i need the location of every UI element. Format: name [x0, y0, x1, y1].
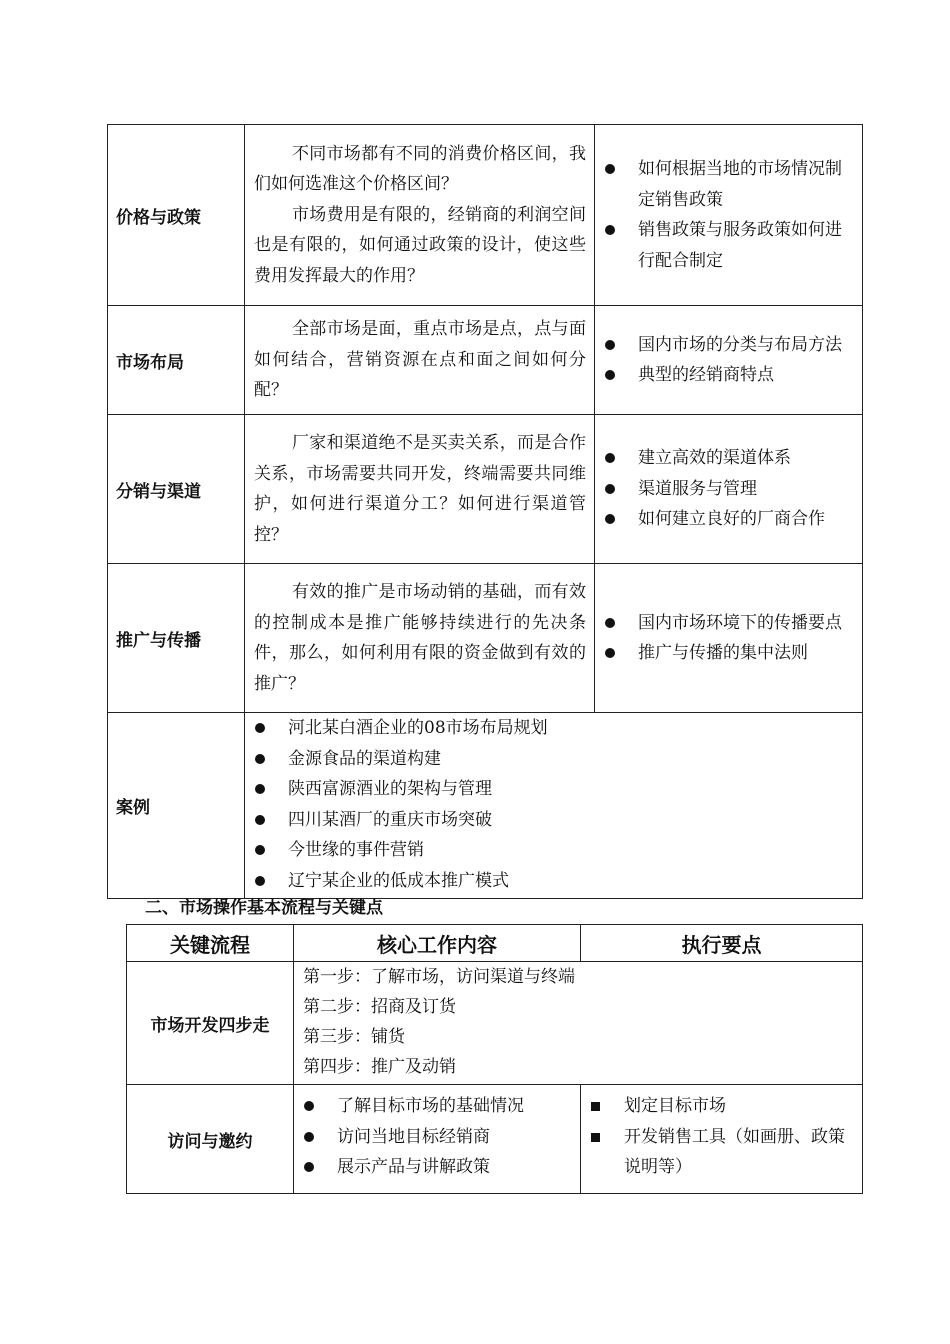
step-item: 第三步：铺货	[303, 1027, 405, 1047]
bullet-icon	[255, 845, 265, 855]
row-label: 分销与渠道	[108, 415, 245, 564]
row-label: 案例	[108, 713, 245, 899]
paragraph: 有效的推广是市场动销的基础，而有效的控制成本是推广能够持续进行的先决条件，那么，如何利用有限的资金做到有效的推广？	[254, 582, 586, 694]
list-item: 渠道服务与管理	[605, 474, 856, 505]
column-header: 执行要点	[581, 925, 863, 962]
table-row	[108, 564, 863, 713]
list-item: 访问当地目标经销商	[304, 1122, 574, 1153]
list-item: 国内市场的分类与布局方法	[605, 330, 856, 361]
row-description	[245, 564, 595, 713]
bullet-icon	[255, 876, 265, 886]
row-description	[245, 415, 595, 564]
step-item: 第四步：推广及动销	[303, 1057, 456, 1077]
list-item: 展示产品与讲解政策	[304, 1152, 574, 1183]
list-item: 河北某白酒企业的08市场布局规划	[255, 713, 856, 744]
work-content	[294, 1085, 581, 1194]
list-item: 陕西富源酒业的架构与管理	[255, 774, 856, 805]
row-label: 市场开发四步走	[127, 962, 294, 1085]
bullet-icon	[605, 225, 615, 235]
bullet-icon	[605, 514, 615, 524]
square-bullet-icon	[591, 1102, 600, 1111]
list-item: 了解目标市场的基础情况	[304, 1091, 574, 1122]
process-table	[126, 924, 863, 1194]
list-item: 开发销售工具（如画册、政策说明等）	[591, 1122, 856, 1183]
row-label: 推广与传播	[108, 564, 245, 713]
bullet-icon	[255, 815, 265, 825]
list-item: 四川某酒厂的重庆市场突破	[255, 805, 856, 836]
bullet-icon	[605, 164, 615, 174]
row-bullets	[595, 306, 863, 415]
bullet-icon	[304, 1101, 314, 1111]
step-item: 第二步：招商及订货	[303, 997, 456, 1017]
row-description	[245, 306, 595, 415]
paragraph: 市场费用是有限的，经销商的利润空间也是有限的，如何通过政策的设计，使这些费用发挥最大的作用？	[254, 204, 586, 286]
case-list	[245, 713, 863, 899]
table-row-case	[108, 713, 863, 899]
table-row	[108, 415, 863, 564]
paragraph: 不同市场都有不同的消费价格区间，我们如何选准这个价格区间？	[254, 143, 586, 195]
bullet-icon	[605, 340, 615, 350]
bullet-icon	[304, 1162, 314, 1172]
execution-points	[581, 1085, 863, 1194]
table-header-row	[127, 925, 863, 962]
table-row	[108, 125, 863, 306]
row-label: 访问与邀约	[127, 1085, 294, 1194]
list-item: 金源食品的渠道构建	[255, 744, 856, 775]
row-description	[245, 125, 595, 306]
bullet-icon	[605, 648, 615, 658]
bullet-icon	[255, 784, 265, 794]
list-item: 国内市场环境下的传播要点	[605, 608, 856, 639]
bullet-icon	[605, 618, 615, 628]
bullet-icon	[605, 484, 615, 494]
row-label: 市场布局	[108, 306, 245, 415]
list-item: 典型的经销商特点	[605, 360, 856, 391]
list-item: 辽宁某企业的低成本推广模式	[255, 866, 856, 897]
paragraph: 厂家和渠道绝不是买卖关系，而是合作关系，市场需要共同开发，终端需要共同维护，如何进行渠道分工？如何进行渠道管控？	[254, 433, 586, 545]
bullet-icon	[605, 370, 615, 380]
bullet-icon	[605, 453, 615, 463]
step-item: 第一步：了解市场，访问渠道与终端	[303, 967, 575, 987]
row-bullets	[595, 125, 863, 306]
list-item: 如何根据当地的市场情况制定销售政策	[605, 154, 856, 215]
row-bullets	[595, 564, 863, 713]
bullet-icon	[255, 723, 265, 733]
list-item: 推广与传播的集中法则	[605, 638, 856, 669]
table-row	[127, 1085, 863, 1194]
list-item: 建立高效的渠道体系	[605, 443, 856, 474]
list-item: 划定目标市场	[591, 1091, 856, 1122]
topic-table	[107, 124, 863, 899]
section-heading: 二、市场操作基本流程与关键点	[145, 898, 383, 918]
row-bullets	[595, 415, 863, 564]
list-item: 如何建立良好的厂商合作	[605, 504, 856, 535]
bullet-icon	[304, 1132, 314, 1142]
column-header: 核心工作内容	[294, 925, 581, 962]
table-row	[108, 306, 863, 415]
list-item: 今世缘的事件营销	[255, 835, 856, 866]
steps-list	[294, 962, 863, 1085]
list-item: 销售政策与服务政策如何进行配合制定	[605, 215, 856, 276]
column-header: 关键流程	[127, 925, 294, 962]
table-row	[127, 962, 863, 1085]
paragraph: 全部市场是面，重点市场是点，点与面如何结合，营销资源在点和面之间如何分配？	[254, 319, 586, 401]
row-label: 价格与政策	[108, 125, 245, 306]
square-bullet-icon	[591, 1133, 600, 1142]
bullet-icon	[255, 754, 265, 764]
